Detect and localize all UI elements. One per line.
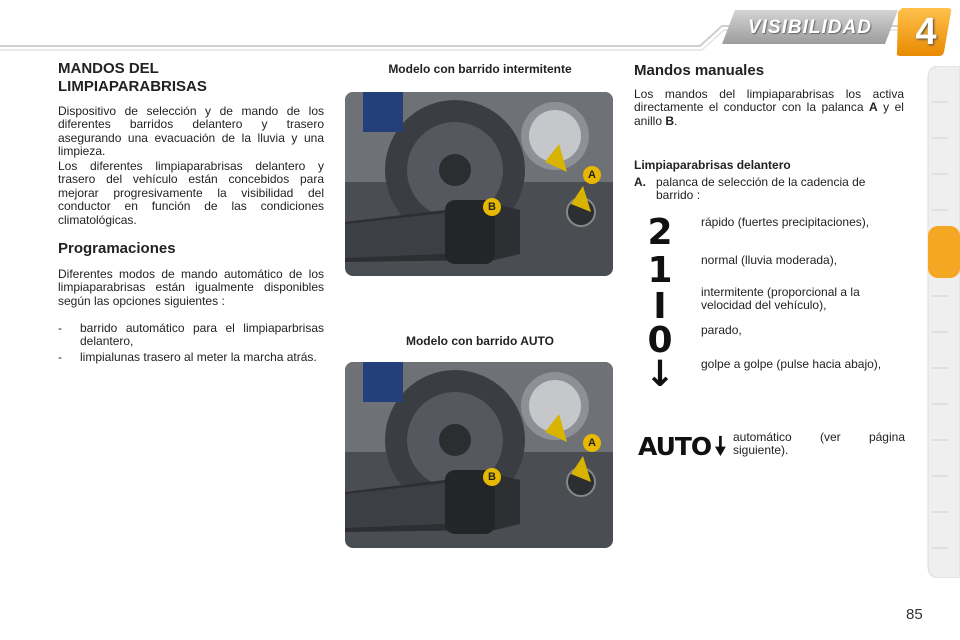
list-item bbox=[58, 322, 324, 349]
intro-end: . bbox=[674, 113, 678, 128]
intro-paragraph-2: Los diferentes limpiaparabrisas delantero y trasero del vehículo están concebidos para mejorar progresivamente la visibilidad del conductor en función de las condiciones climatológicas. bbox=[58, 159, 324, 227]
label-B: B bbox=[488, 201, 496, 213]
down-arrow-icon bbox=[715, 431, 726, 461]
mode-off-text: parado, bbox=[701, 323, 742, 337]
list-item bbox=[58, 351, 324, 364]
label-A-marker bbox=[583, 434, 601, 452]
bullet-dash: - bbox=[58, 349, 62, 364]
programming-title: Programaciones bbox=[58, 240, 176, 257]
off-0-icon: 0 bbox=[647, 320, 673, 361]
programming-text: Diferentes modos de mando automático de los limpiaparabrisas están igualmente disponibles según las opciones siguientes : bbox=[58, 267, 324, 308]
manual-controls-title: Mandos manuales bbox=[634, 62, 765, 79]
intro-lever-A: A bbox=[869, 100, 878, 115]
bullet-list bbox=[58, 322, 324, 364]
mode-single-wipe-text: golpe a golpe (pulse hacia abajo), bbox=[701, 357, 882, 371]
stalk-illustration bbox=[345, 362, 613, 548]
label-B-marker bbox=[483, 468, 501, 486]
auto-icon bbox=[638, 430, 726, 462]
lever-A-text: palanca de selección de la cadencia de barrido : bbox=[656, 175, 866, 203]
page-number: 85 bbox=[906, 606, 923, 623]
mode-normal-text: normal (lluvia moderada), bbox=[701, 253, 838, 267]
caption-intermittent: Modelo con barrido intermitente bbox=[388, 62, 572, 76]
label-A-marker bbox=[583, 166, 601, 184]
stalk-illustration bbox=[345, 92, 613, 276]
photo-auto-stalk bbox=[345, 362, 613, 548]
bullet-text: limpialunas trasero al meter la marcha atrás. bbox=[80, 349, 317, 364]
label-A: A bbox=[588, 437, 596, 449]
front-wiper-title: Limpiaparabrisas delantero bbox=[634, 158, 791, 172]
mode-intermittent-text: intermitente (proporcional a la velocidad del vehículo), bbox=[701, 285, 860, 313]
intro-text-mid: y el anillo bbox=[634, 100, 904, 128]
lever-A-label: A. bbox=[634, 175, 646, 189]
manual-controls-intro bbox=[634, 88, 904, 128]
label-B-marker bbox=[483, 198, 501, 216]
speed-2-icon: 2 bbox=[647, 212, 673, 253]
auto-label: AUTO bbox=[638, 431, 712, 461]
mode-fast-text: rápido (fuertes precipitaciones), bbox=[701, 215, 870, 229]
speed-1-icon: 1 bbox=[647, 250, 673, 291]
bullet-dash: - bbox=[58, 321, 62, 335]
intro-text: Los mandos del limpiaparabrisas los activa directamente el conductor con la palanca bbox=[634, 87, 904, 115]
label-A: A bbox=[588, 169, 596, 181]
lever-A-description bbox=[634, 176, 906, 203]
chapter-title: VISIBILIDAD bbox=[748, 17, 872, 38]
bullet-text: barrido automático para el limpiaparbrisas delantero, bbox=[80, 321, 324, 349]
intro-paragraph-1: Dispositivo de selección y de mando de los diferentes barridos delantero y trasero asegurando una evacuación de la lluvia y una limpieza. bbox=[58, 104, 324, 159]
intro-ring-B: B bbox=[665, 113, 675, 128]
section-title: MANDOS DEL LIMPIAPARABRISAS bbox=[58, 60, 207, 95]
label-B: B bbox=[488, 471, 496, 483]
chapter-tabs bbox=[926, 66, 960, 578]
intermittent-icon: I bbox=[653, 286, 667, 327]
caption-auto: Modelo con barrido AUTO bbox=[405, 334, 554, 348]
chapter-number: 4 bbox=[915, 11, 937, 53]
mode-auto-text: automático (ver página siguiente). bbox=[733, 430, 905, 458]
single-wipe-arrow-icon: ↓ bbox=[644, 354, 676, 395]
photo-intermittent-stalk bbox=[345, 92, 613, 276]
